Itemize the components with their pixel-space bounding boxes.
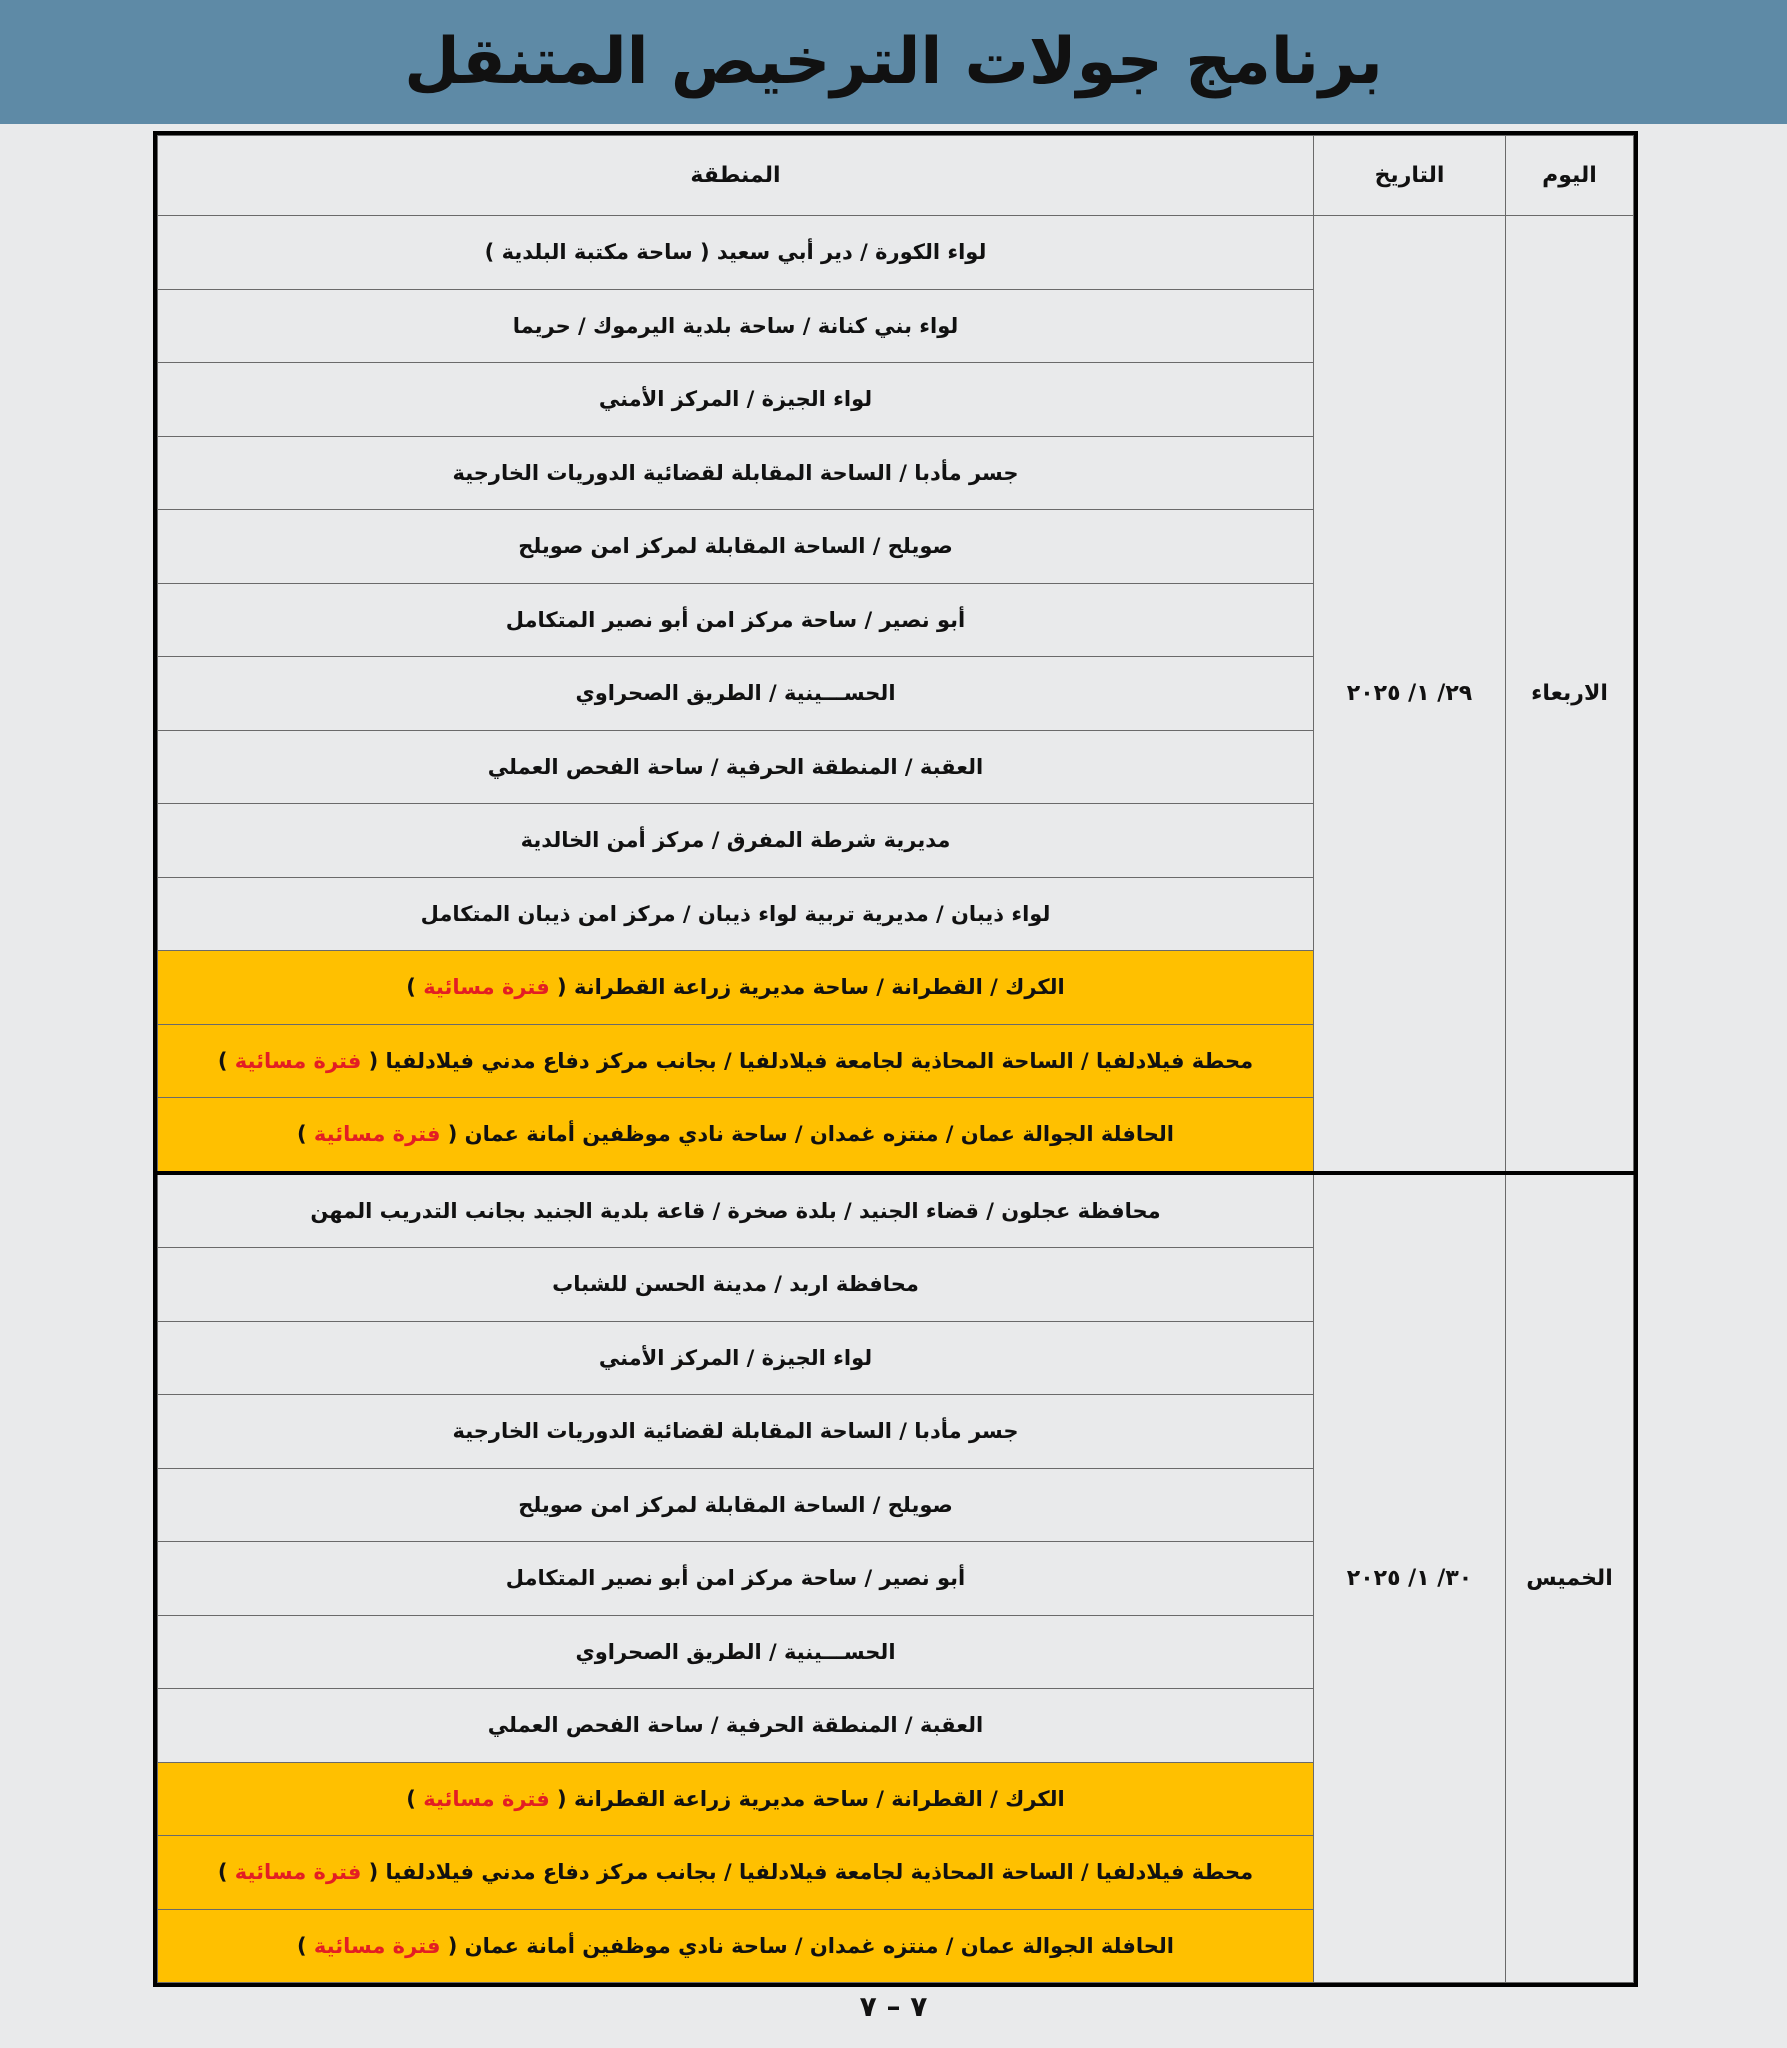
area-text: لواء بني كنانة / ساحة بلدية اليرموك / حريما [512,313,959,338]
area-cell [158,657,1314,731]
area-cell [158,1615,1314,1689]
area-cell [158,510,1314,584]
area-text: الكرك / القطرانة / ساحة مديرية زراعة القطرانة ( [557,975,1065,1000]
table-row [158,1173,1634,1248]
area-text: محافظة عجلون / قضاء الجنيد / بلدة صخرة / قاعة بلدية الجنيد بجانب التدريب المهن [310,1198,1161,1223]
area-text: الحســـينية / الطريق الصحراوي [575,1639,896,1664]
area-text: أبو نصير / ساحة مركز امن أبو نصير المتكامل [505,1566,966,1591]
evening-note-close: ) [217,1048,235,1073]
evening-note: فترة مسائية [423,975,550,1000]
area-cell [158,804,1314,878]
evening-note: فترة مسائية [313,1933,441,1958]
evening-note: فترة مسائية [313,1122,441,1147]
area-cell [158,1173,1314,1248]
header-date: التاريخ [1314,136,1506,216]
table-header-row [158,136,1634,216]
area-cell [158,877,1314,951]
area-cell [158,730,1314,804]
area-cell [158,363,1314,437]
area-text: لواء ذيبان / مديرية تربية لواء ذيبان / مركز امن ذيبان المتكامل [420,901,1051,926]
area-text: أبو نصير / ساحة مركز امن أبو نصير المتكامل [505,607,966,632]
evening-note-close: ) [406,975,424,1000]
area-cell [158,1248,1314,1322]
date-cell: ٣٠/ ١/ ٢٠٢٥ [1314,1173,1506,1983]
evening-note: فترة مسائية [234,1860,362,1885]
area-text: الحافلة الجوالة عمان / منتزه غمدان / ساحة نادي موظفين أمانة عمان ( [447,1122,1174,1147]
area-text: لواء الجيزة / المركز الأمني [598,387,873,412]
area-cell [158,583,1314,657]
evening-note-close: ) [296,1933,314,1958]
page-title: برنامج جولات الترخيص المتنقل [404,25,1383,99]
area-cell [158,1321,1314,1395]
area-cell-evening [158,1836,1314,1910]
header-banner [0,0,1787,124]
day-cell: الخميس [1506,1173,1634,1983]
area-cell [158,216,1314,290]
area-text: الحســـينية / الطريق الصحراوي [575,681,896,706]
area-cell [158,436,1314,510]
area-cell [158,1395,1314,1469]
evening-note-close: ) [217,1860,235,1885]
area-text: العقبة / المنطقة الحرفية / ساحة الفحص العملي [487,754,984,779]
area-cell [158,289,1314,363]
evening-note: فترة مسائية [423,1786,550,1811]
area-text: الكرك / القطرانة / ساحة مديرية زراعة القطرانة ( [557,1786,1065,1811]
area-cell [158,1689,1314,1763]
area-cell-evening [158,1762,1314,1836]
area-text: لواء الكورة / دير أبي سعيد ( ساحة مكتبة البلدية ) [484,240,987,265]
table-row [158,216,1634,290]
date-cell: ٢٩/ ١/ ٢٠٢٥ [1314,216,1506,1173]
evening-note-close: ) [296,1122,314,1147]
evening-note: فترة مسائية [234,1048,362,1073]
table-body [158,216,1634,1983]
area-text: صويلح / الساحة المقابلة لمركز امن صويلح [518,1492,953,1517]
area-cell-evening [158,951,1314,1025]
area-text: مديرية شرطة المفرق / مركز أمن الخالدية [520,828,951,853]
day-cell: الاربعاء [1506,216,1634,1173]
area-cell-evening [158,1024,1314,1098]
area-text: صويلح / الساحة المقابلة لمركز امن صويلح [518,534,953,559]
header-area: المنطقة [158,136,1314,216]
area-text: محطة فيلادلفيا / الساحة المحاذية لجامعة فيلادلفيا / بجانب مركز دفاع مدني فيلادلفيا ( [368,1048,1254,1073]
area-text: الحافلة الجوالة عمان / منتزه غمدان / ساحة نادي موظفين أمانة عمان ( [447,1933,1174,1958]
area-cell-evening [158,1098,1314,1173]
area-text: محافظة اربد / مدينة الحسن للشباب [552,1272,919,1297]
area-cell [158,1542,1314,1616]
evening-note-close: ) [406,1786,424,1811]
schedule-table-frame [153,131,1638,1987]
area-text: جسر مأدبا / الساحة المقابلة لقضائية الدوريات الخارجية [452,460,1019,485]
header-day: اليوم [1506,136,1634,216]
schedule-table [157,135,1634,1983]
area-cell [158,1468,1314,1542]
area-text: العقبة / المنطقة الحرفية / ساحة الفحص العملي [487,1713,984,1738]
page-number: ٧ – ٧ [859,1990,928,2023]
area-text: لواء الجيزة / المركز الأمني [598,1345,873,1370]
area-text: جسر مأدبا / الساحة المقابلة لقضائية الدوريات الخارجية [452,1419,1019,1444]
area-text: محطة فيلادلفيا / الساحة المحاذية لجامعة فيلادلفيا / بجانب مركز دفاع مدني فيلادلفيا ( [368,1860,1254,1885]
area-cell-evening [158,1909,1314,1983]
